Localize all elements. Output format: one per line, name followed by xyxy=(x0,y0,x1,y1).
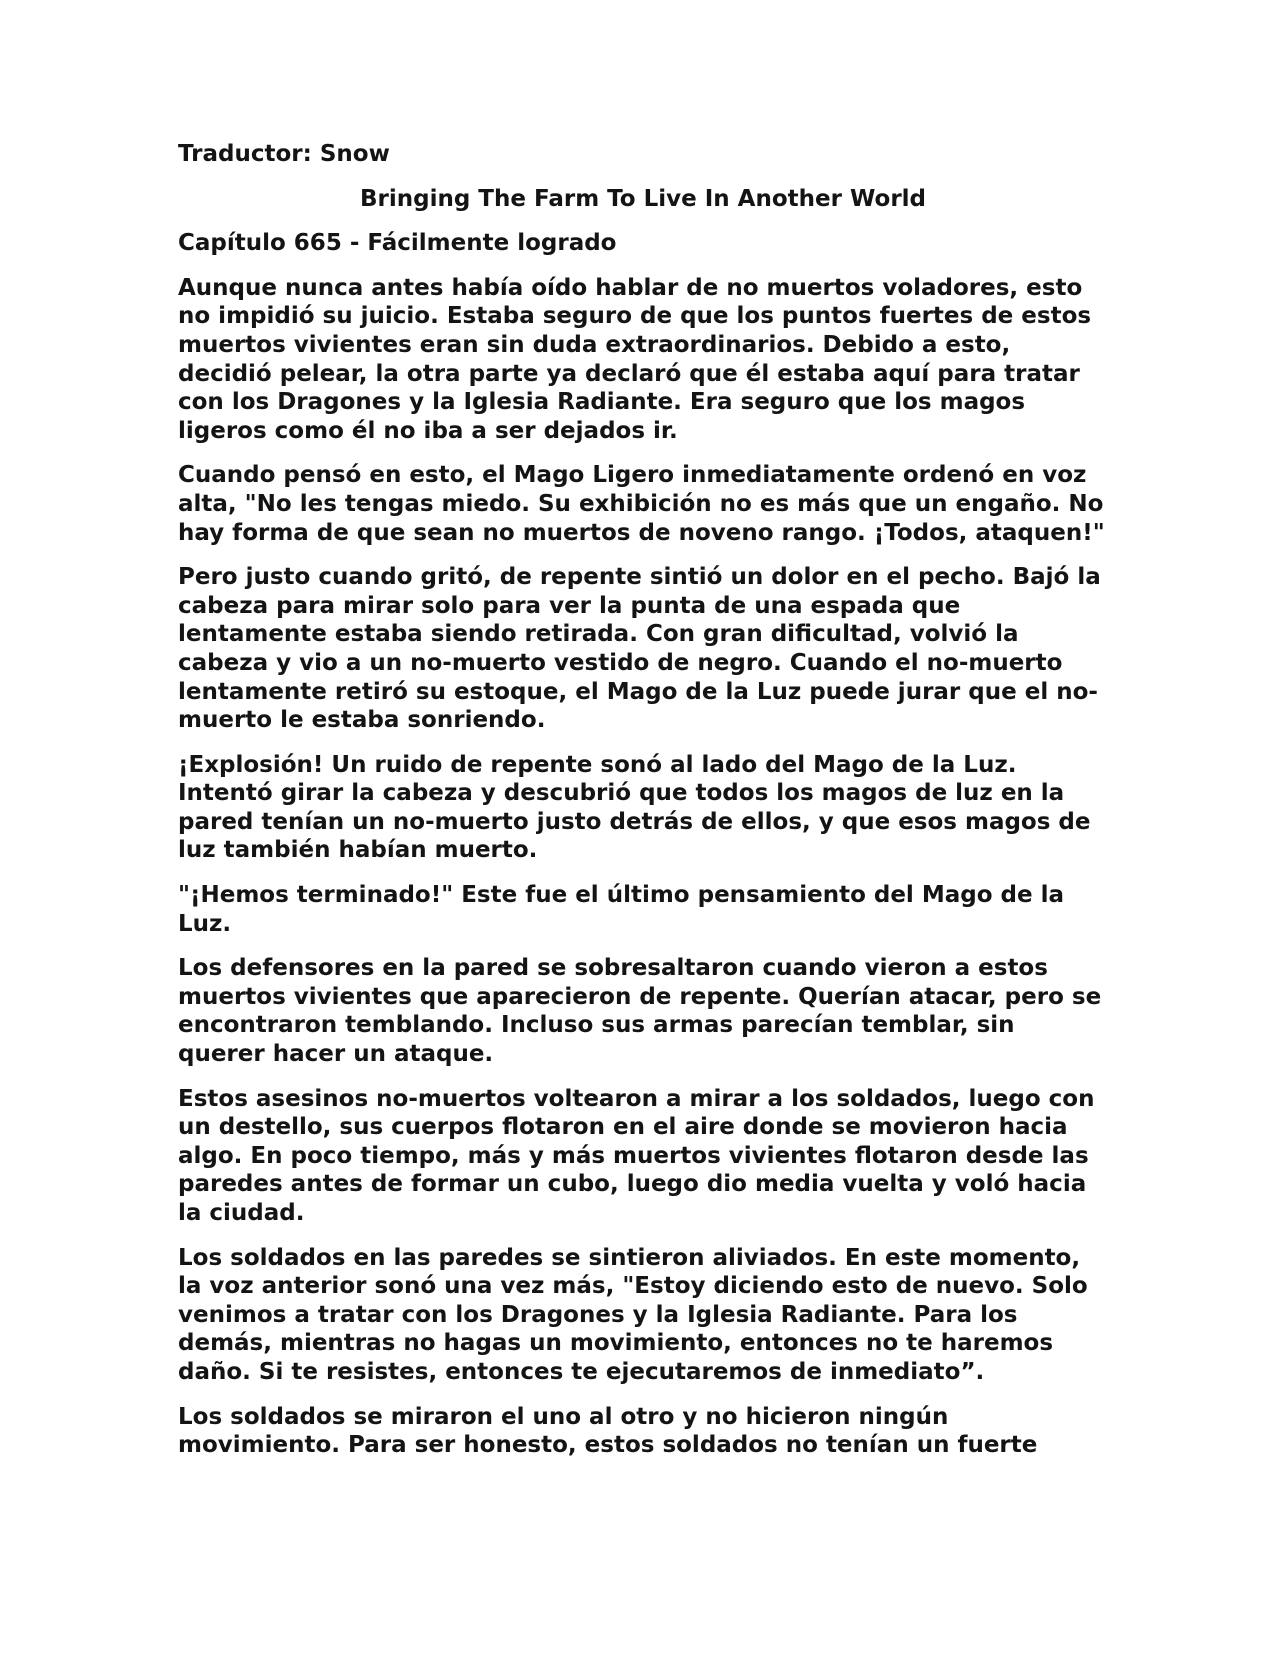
paragraph-7: Estos asesinos no-muertos voltearon a mirar a los soldados, luego con un destello, sus cuerpos flotaron en el aire donde se movieron hacia algo. En poco tiempo, más y más muertos vivientes flotaron desde las paredes antes de formar un cubo, luego dio media vuelta y voló hacia la ciudad. xyxy=(178,1085,1095,1226)
paragraph-9: Los soldados se miraron el uno al otro y no hicieron ningún movimiento. Para ser honesto, estos soldados no tenían un fuerte xyxy=(178,1403,1038,1459)
document-page xyxy=(178,140,1108,1476)
paragraph-6: Los defensores en la pared se sobresaltaron cuando vieron a estos muertos vivientes que aparecieron de repente. Querían atacar, pero se encontraron temblando. Incluso sus armas parecían temblar, sin querer hacer un ataque. xyxy=(178,955,1102,1068)
paragraph-1: Aunque nunca antes había oído hablar de no muertos voladores, esto no impidió su juicio. Estaba seguro de que los puntos fuertes de estos muertos vivientes eran sin duda extraordinarios. Debido a esto, decidió pelear, la otra parte ya declaró que él estaba aquí para tratar con los Dragones y la Iglesia Radiante. Era seguro que los magos ligeros como él no iba a ser dejados ir. xyxy=(178,274,1092,444)
novel-title: Bringing The Farm To Live In Another World xyxy=(359,185,927,212)
chapter-title: Capítulo 665 - Fácilmente logrado xyxy=(178,230,617,257)
paragraph-2: Cuando pensó en esto, el Mago Ligero inmediatamente ordenó en voz alta, "No les tengas miedo. Su exhibición no es más que un engaño. No hay forma de que sean no muertos de noveno rango. ¡Todos, ataquen!" xyxy=(178,462,1105,546)
paragraph-8: Los soldados en las paredes se sintieron aliviados. En este momento, la voz anterior sonó una vez más, "Estoy diciendo esto de nuevo. Solo venimos a tratar con los Dragones y la Iglesia Radiante. Para los demás, mientras no hagas un movimiento, entonces no te haremos daño. Si te resistes, entonces te ejecutaremos de inmediato”. xyxy=(178,1244,1088,1385)
translator-credit: Traductor: Snow xyxy=(178,141,390,167)
paragraph-4: ¡Explosión! Un ruido de repente sonó al lado del Mago de la Luz. Intentó girar la cabeza y descubrió que todos los magos de luz en la pared tenían un no-muerto justo detrás de ellos, y que esos magos de luz también habían muerto. xyxy=(178,751,1091,864)
paragraph-5: "¡Hemos terminado!" Este fue el último pensamiento del Mago de la Luz. xyxy=(178,882,1064,937)
paragraph-3: Pero justo cuando gritó, de repente sintió un dolor en el pecho. Bajó la cabeza para mirar solo para ver la punta de una espada que lentamente estaba siendo retirada. Con gran dificultad, volvió la cabeza y vio a un no-muerto vestido de negro. Cuando el no-muerto lentamente retiró su estoque, el Mago de la Luz puede jurar que el no-muerto le estaba sonriendo. xyxy=(178,564,1101,734)
